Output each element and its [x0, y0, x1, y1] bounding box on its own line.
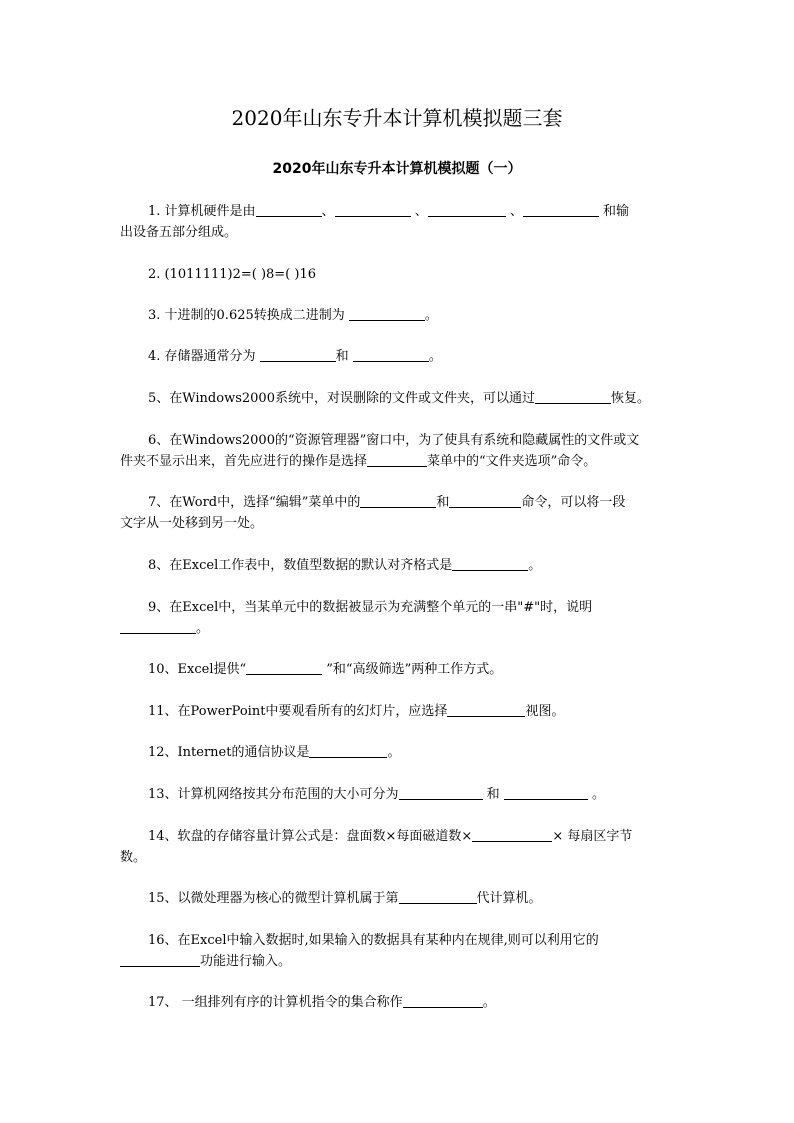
question-8: 8、在Excel工作表中，数值型数据的默认对齐格式是 。: [148, 558, 542, 573]
question-5: 5、在Windows2000系统中，对误删除的文件或文件夹，可以通过 恢复。: [148, 391, 650, 406]
answer-blank: [353, 347, 429, 362]
answer-blank: [399, 889, 477, 904]
answer-blank: [449, 493, 521, 508]
question-10: 10、Excel提供“ ”和“高级筛选”两种工作方式。: [148, 662, 503, 677]
question-12: 12、Internet的通信协议是 。: [148, 745, 401, 760]
answer-blank: [399, 785, 483, 800]
answer-blank: [256, 202, 322, 217]
answer-blank: [335, 202, 411, 217]
question-4: 4. 存储器通常分为 和 。: [148, 349, 442, 364]
answer-blank: [504, 785, 588, 800]
answer-blank: [367, 452, 427, 467]
question-3: 3. 十进制的0.625转换成二进制为 。: [148, 308, 438, 323]
answer-blank: [360, 493, 436, 508]
answer-blank: [120, 619, 196, 634]
question-15: 15、以微处理器为核心的微型计算机属于第 代计算机。: [148, 891, 542, 906]
question-13: 13、计算机网络按其分布范围的大小可分为 和 。: [148, 787, 605, 802]
document-subtitle: 2020年山东专升本计算机模拟题（一）: [272, 161, 522, 177]
question-11: 11、在PowerPoint中要观看所有的幻灯片，应选择 视图。: [148, 704, 565, 719]
answer-blank: [309, 743, 387, 758]
answer-blank: [452, 556, 528, 571]
answer-blank: [523, 202, 599, 217]
answer-blank: [472, 827, 552, 842]
answer-blank: [349, 306, 425, 321]
question-16: 16、在Excel中输入数据时,如果输入的数据具有某种内在规律,则可以利用它的 功能进行输入。: [120, 930, 676, 972]
question-9: 9、在Excel中，当某单元中的数据被显示为充满整个单元的一串"#"时，说明 。: [120, 597, 676, 639]
question-14: 14、软盘的存储容量计算公式是：盘面数×每面磁道数× × 每扇区字节 数。: [120, 829, 633, 865]
document-title: 2020年山东专升本计算机模拟题三套: [231, 106, 563, 130]
question-17: 17、 一组排列有序的计算机指令的集合称作 。: [148, 995, 496, 1010]
answer-blank: [246, 660, 322, 675]
answer-blank: [535, 389, 611, 404]
answer-blank: [428, 202, 506, 217]
answer-blank: [260, 347, 336, 362]
answer-blank: [447, 702, 525, 717]
question-6: 6、在Windows2000的“资源管理器”窗口中，为了使具有系统和隐藏属性的文件或文 件夹不显示出来，首先应进行的操作是选择 菜单中的“文件夹选项”命令。: [120, 433, 640, 469]
question-7: 7、在Word中，选择“编辑”菜单中的 和 命令，可以将一段 文字从一处移到另一处。: [120, 495, 626, 531]
answer-blank: [120, 952, 200, 967]
answer-blank: [403, 993, 483, 1008]
question-1: 1. 计算机硬件是由 、 、 、 和输 出设备五部分组成。: [120, 204, 629, 240]
question-2: 2. (1011111)2=( )8=( )16: [148, 267, 316, 282]
